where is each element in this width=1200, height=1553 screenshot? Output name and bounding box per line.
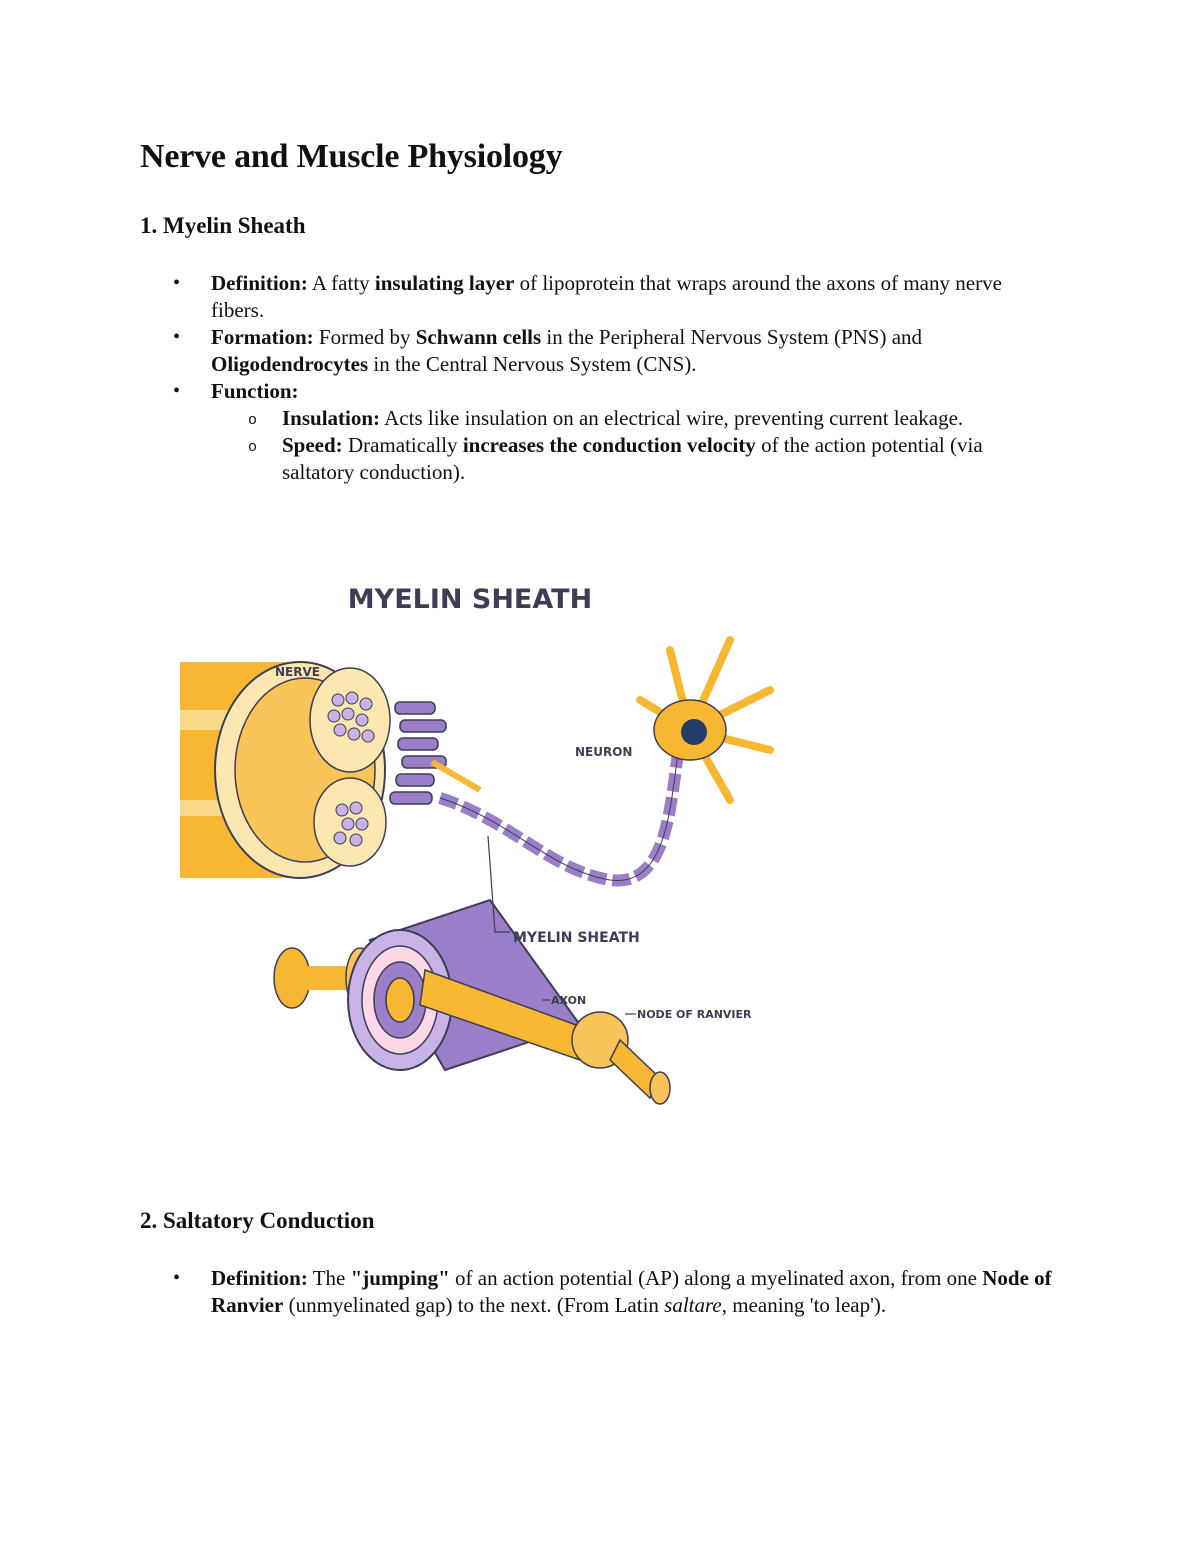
page-title: Nerve and Muscle Physiology [140,138,563,175]
axon-path [440,740,680,881]
sublist-item-speed: o Speed: Dramatically increases the conduction velocity of the action potential (via saltatory conduction). [211,432,1060,486]
figure-title: MYELIN SHEATH [347,584,593,615]
saltatory-conduction-list [140,1265,1060,1319]
section-heading-saltatory-conduction: 2. Saltatory Conduction [140,1208,375,1233]
label-neuron: NEURON [575,745,633,759]
list-item-formation: • Formation: Formed by Schwann cells in the Peripheral Nervous System (PNS) and Oligodendrocytes in the Central Nervous System (CNS). [140,324,1060,378]
function-sublist [211,405,1060,486]
list-item-definition: • Definition: The "jumping" of an action potential (AP) along a myelinated axon, from one Node of Ranvier (unmyelinated gap) to the next. (From Latin saltare, meaning 'to leap'). [140,1265,1060,1319]
neuron-cell [640,640,770,800]
label-node-of-ranvier: NODE OF RANVIER [637,1008,752,1021]
list-item-function: • Function: o Insulation: Acts like insulation on an electrical wire, preventing current leakage. o Speed: Dramatically increases the conduction velocity of the action potential (via saltatory conduction). [140,378,1060,486]
section-heading-myelin-sheath: 1. Myelin Sheath [140,213,306,238]
sublist-item-insulation: o Insulation: Acts like insulation on an electrical wire, preventing current leakage. [211,405,1060,432]
list-item-definition: • Definition: A fatty insulating layer of lipoprotein that wraps around the axons of many nerve fibers. [140,270,1060,324]
nerve-bundle [180,662,480,878]
label-nerve: NERVE [275,665,320,679]
label-myelin-sheath: MYELIN SHEATH [513,930,640,946]
myelin-sheath-list [140,270,1060,486]
myelin-sheath-illustration [170,570,780,1130]
label-axon: AXON [551,994,587,1007]
